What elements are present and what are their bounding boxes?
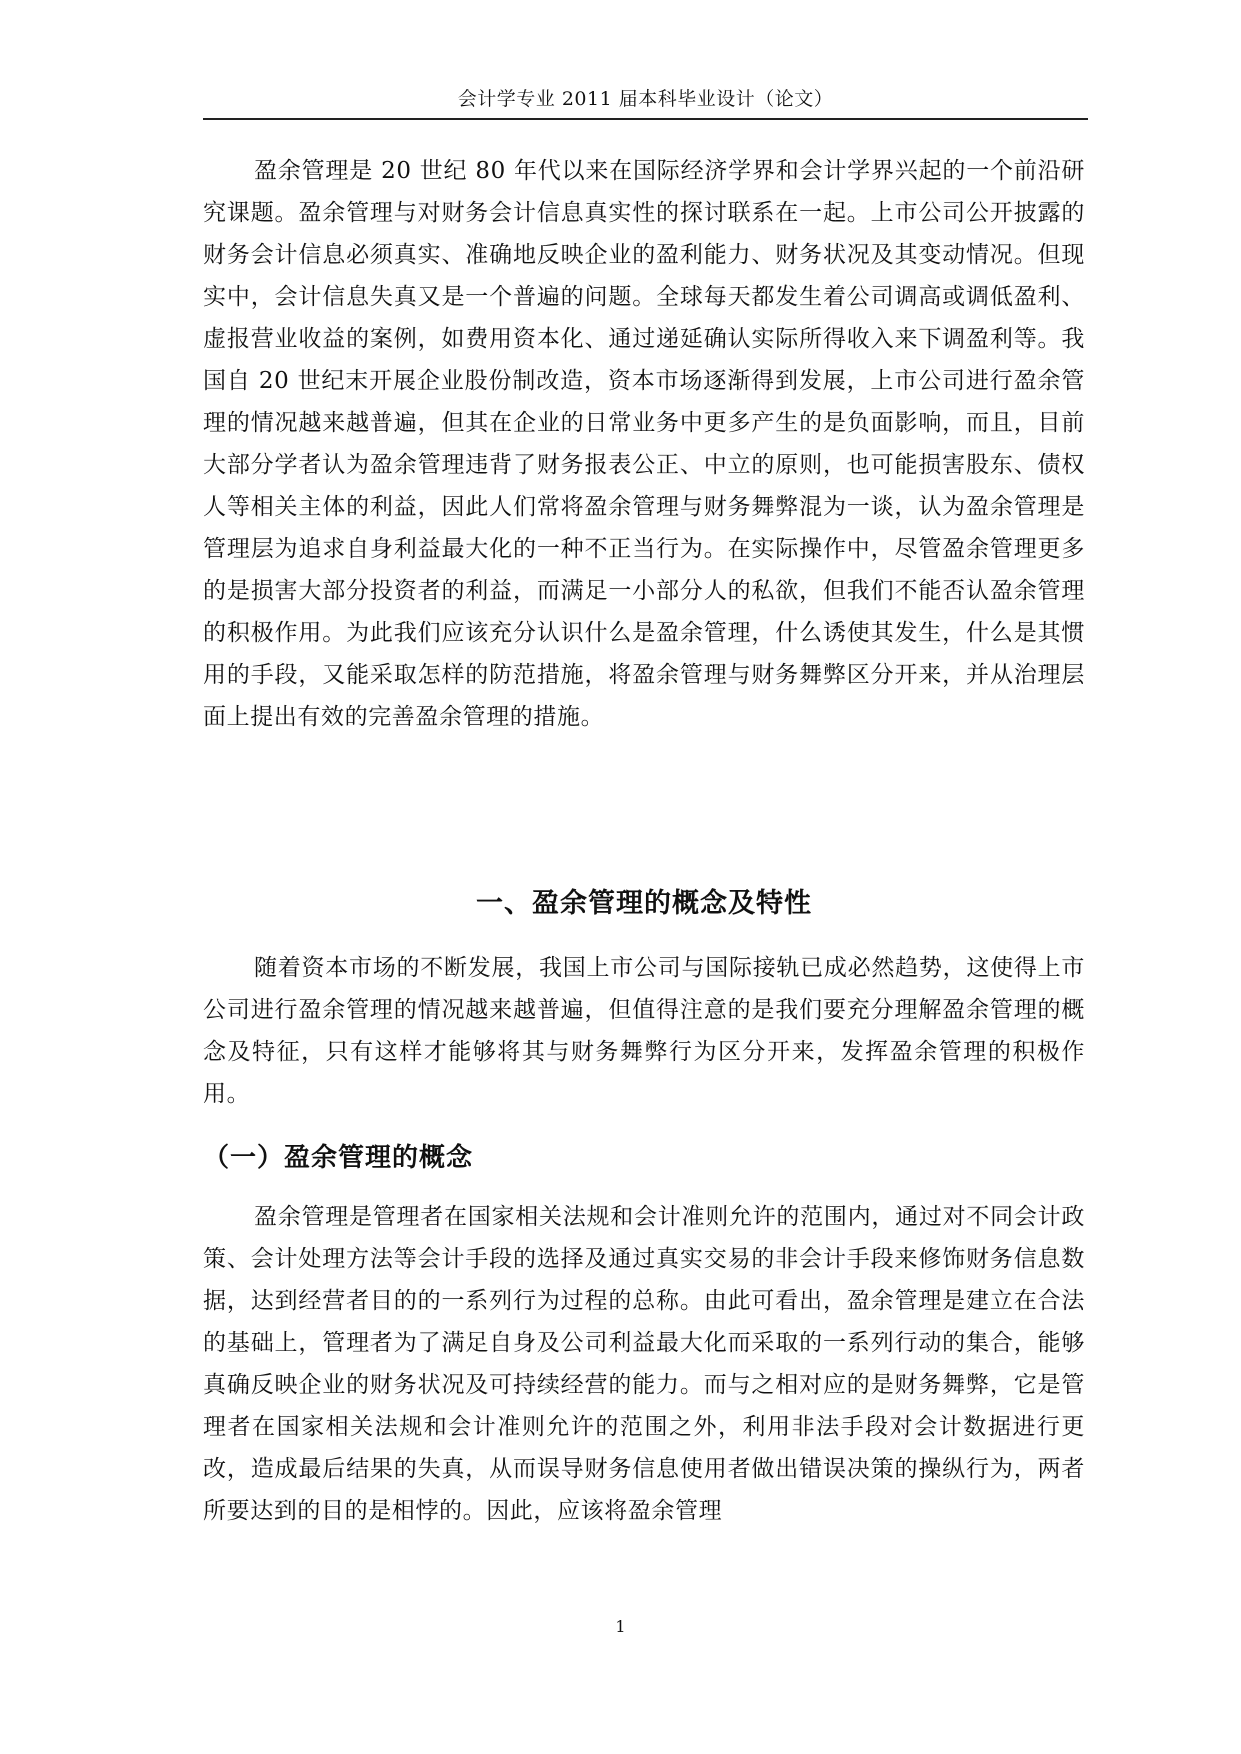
section-heading: 一、盈余管理的概念及特性 xyxy=(476,888,812,919)
header-rule xyxy=(203,118,1088,120)
intro-paragraph: 盈余管理是 20 世纪 80 年代以来在国际经济学界和会计学界兴起的一个前沿研究课题。盈余管理与对财务会计信息真实性的探讨联系在一起。上市公司公开披露的财务会计信息必须真实、准确地反映企业的盈利能力、财务状况及其变动情况。但现实中，会计信息失真又是一个普遍的问题。全球每天都发生着公司调高或调低盈利、虚报营业收益的案例，如费用资本化、通过递延确认实际所得收入来下调盈利等。我国自 20 世纪末开展企业股份制改造，资本市场逐渐得到发展，上市公司进行盈余管理的情况越来越普遍，但其在企业的日常业务中更多产生的是负面影响，而且，目前大部分学者认为盈余管理违背了财务报表公正、中立的原则，也可能损害股东、债权人等相关主体的利益，因此人们常将盈余管理与财务舞弊混为一谈，认为盈余管理是管理层为追求自身利益最大化的一种不正当行为。在实际操作中，尽管盈余管理更多的是损害大部分投资者的利益，而满足一小部分人的私欲，但我们不能否认盈余管理的积极作用。为此我们应该充分认识什么是盈余管理，什么诱使其发生，什么是其惯用的手段，又能采取怎样的防范措施，将盈余管理与财务舞弊区分开来，并从治理层面上提出有效的完善盈余管理的措施。 xyxy=(203,158,1085,730)
concept-paragraph: 盈余管理是管理者在国家相关法规和会计准则允许的范围内，通过对不同会计政策、会计处理方法等会计手段的选择及通过真实交易的非会计手段来修饰财务信息数据，达到经营者目的的一系列行为过程的总称。由此可看出，盈余管理是建立在合法的基础上，管理者为了满足自身及公司利益最大化而采取的一系列行动的集合，能够真确反映企业的财务状况及可持续经营的能力。而与之相对应的是财务舞弊，它是管理者在国家相关法规和会计准则允许的范围之外，利用非法手段对会计数据进行更改，造成最后结果的失真，从而误导财务信息使用者做出错误决策的操纵行为，两者所要达到的目的是相悖的。因此，应该将盈余管理 xyxy=(203,1204,1085,1524)
subsection-heading: （一）盈余管理的概念 xyxy=(203,1143,474,1173)
section-intro-paragraph: 随着资本市场的不断发展，我国上市公司与国际接轨已成必然趋势，这使得上市公司进行盈余管理的情况越来越普遍，但值得注意的是我们要充分理解盈余管理的概念及特征，只有这样才能够将其与财务舞弊行为区分开来，发挥盈余管理的积极作用。 xyxy=(203,955,1085,1107)
page-number: 1 xyxy=(615,1617,626,1636)
running-header: 会计学专业 2011 届本科毕业设计（论文） xyxy=(457,88,834,110)
